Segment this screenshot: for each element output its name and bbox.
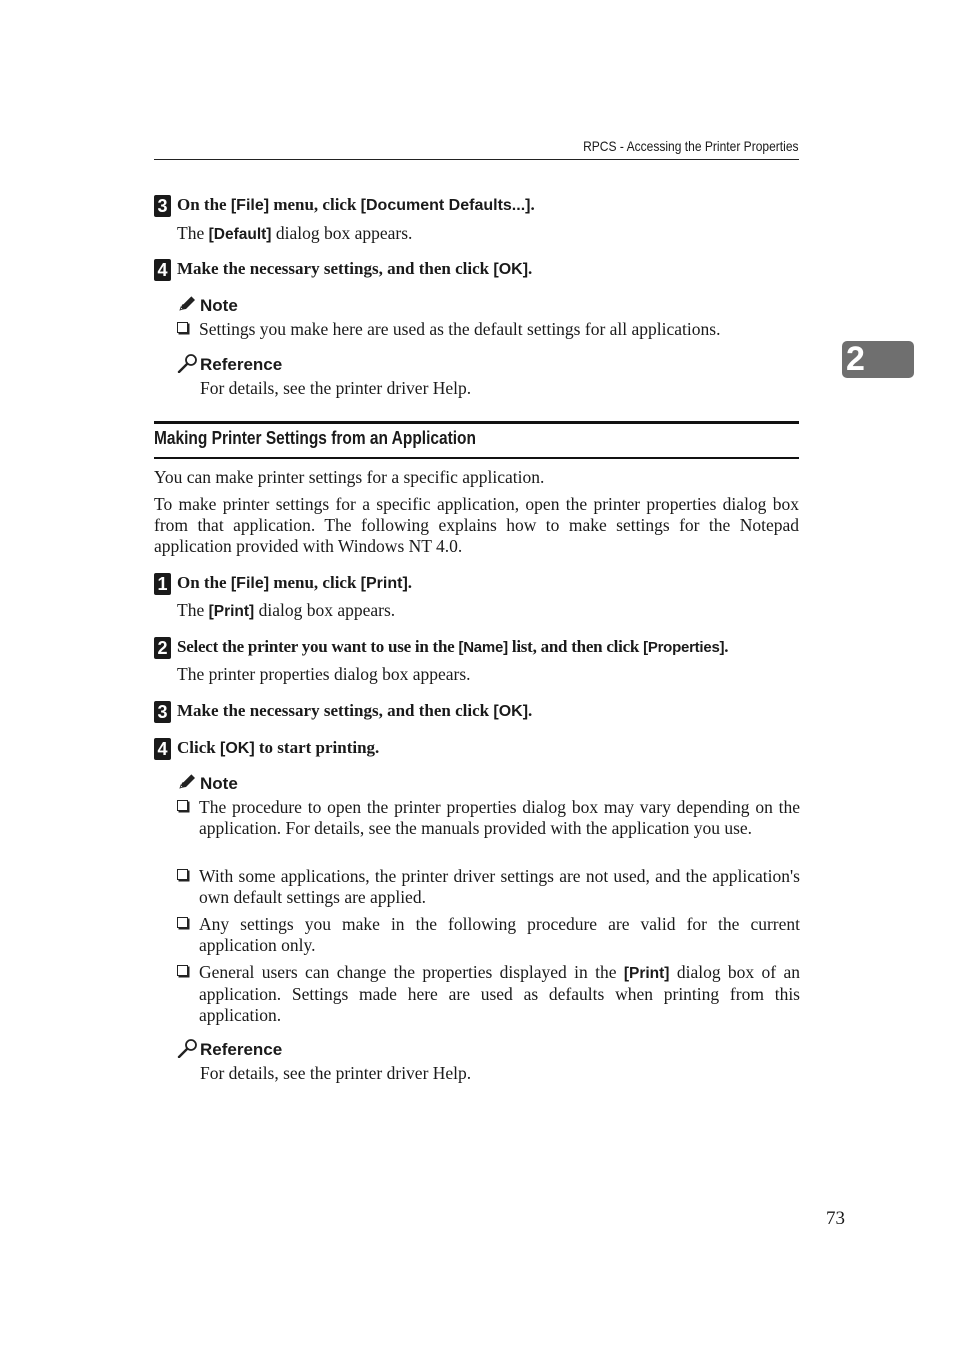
dialog-key: [Print]: [208, 603, 255, 620]
step-number: 1: [154, 573, 171, 595]
step-text-part: menu, click: [269, 573, 361, 592]
step-text-part: to start printing.: [254, 738, 380, 757]
checkbox-bullet-icon: [177, 965, 188, 976]
button-key: [OK]: [493, 261, 529, 278]
button-key: [OK]: [219, 740, 255, 757]
reference-label-text: Reference: [200, 1040, 283, 1059]
dialog-key: [Print]: [623, 965, 670, 982]
step-text-part: .: [528, 259, 533, 278]
reference-label: [200, 355, 282, 375]
step-text-part: .: [724, 637, 729, 656]
section-rule-bottom: [154, 457, 799, 459]
step-text-part: On the: [177, 573, 231, 592]
reference-text: For details, see the printer driver Help.: [200, 1063, 472, 1083]
running-header: [154, 138, 799, 154]
step-text-part: Make the necessary settings, and then click: [177, 701, 494, 720]
result-text: dialog box appears.: [271, 223, 413, 243]
step-number: 3: [154, 195, 171, 217]
running-header-text: RPCS - Accessing the Printer Properties: [583, 138, 799, 154]
note-item-text-part: General users can change the properties displayed in the: [199, 962, 624, 982]
note-label-text: Note: [200, 296, 238, 315]
list-key: [Name]: [458, 639, 508, 656]
menu-key: [File]: [230, 575, 270, 592]
menu-key: [Print]: [360, 575, 408, 592]
magnifier-icon: [177, 353, 199, 373]
step-text-part: Click: [177, 738, 220, 757]
step-text: [177, 700, 532, 723]
step-text-part: menu, click: [269, 195, 361, 214]
step-result: The printer properties dialog box appears.: [177, 664, 471, 684]
step-number: 4: [154, 738, 171, 760]
note-item-text: [199, 962, 800, 1026]
step-text-part: .: [528, 701, 533, 720]
dialog-key: [Default]: [208, 226, 272, 243]
section-title-text: Making Printer Settings from an Application: [154, 428, 476, 448]
result-text: The: [177, 600, 209, 620]
reference-label: [200, 1040, 282, 1060]
step-text-part: .: [530, 195, 535, 214]
checkbox-bullet-icon: [177, 322, 188, 333]
step-text: [177, 258, 532, 281]
menu-key: [File]: [230, 197, 270, 214]
intro-paragraph: You can make printer settings for a specific application.: [154, 467, 545, 487]
note-item-text-part: dialog box of an application. Settings made here are used as defaults when printing from this application.: [199, 962, 800, 1025]
step-result: [177, 223, 412, 245]
pencil-icon: [177, 772, 197, 792]
chapter-number: 2: [846, 340, 865, 378]
result-text: dialog box appears.: [254, 600, 396, 620]
note-item-text: Any settings you make in the following procedure are valid for the current application only.: [199, 914, 800, 955]
section-title: [154, 428, 528, 449]
result-text: The: [177, 223, 209, 243]
page-number: 73: [826, 1208, 845, 1229]
reference-label-text: Reference: [200, 355, 283, 374]
checkbox-bullet-icon: [177, 869, 188, 880]
step-text: [177, 572, 412, 595]
step-number: 3: [154, 701, 171, 723]
step-text-part: list, and then click: [507, 637, 644, 656]
step-number: 4: [154, 259, 171, 281]
note-item-text: Settings you make here are used as the default settings for all applications.: [199, 319, 721, 339]
instruction-paragraph: To make printer settings for a specific application, open the printer properties dialog box from that application. The following explains how to make settings for the Notepad application provided with Windows NT 4.0.: [154, 494, 799, 556]
note-label: [200, 296, 238, 316]
note-label-text: Note: [200, 774, 238, 793]
step-text-part: Make the necessary settings, and then click: [177, 259, 494, 278]
pencil-icon: [177, 294, 197, 314]
checkbox-bullet-icon: [177, 800, 188, 811]
step-text: [177, 636, 728, 659]
button-key: [OK]: [493, 703, 529, 720]
reference-text: For details, see the printer driver Help.: [200, 378, 472, 398]
chapter-tab: [842, 341, 914, 378]
button-key: [Properties]: [643, 639, 725, 656]
magnifier-icon: [177, 1038, 199, 1058]
step-text: [177, 194, 535, 217]
step-text-part: .: [407, 573, 413, 592]
menu-key: [Document Defaults...]: [360, 197, 531, 214]
note-label: [200, 774, 238, 794]
section-rule-top: [154, 421, 799, 424]
step-text-part: Select the printer you want to use in the: [177, 637, 459, 656]
step-number: 2: [154, 637, 171, 659]
checkbox-bullet-icon: [177, 917, 188, 928]
step-text-part: On the: [177, 195, 231, 214]
note-item-text: The procedure to open the printer properties dialog box may vary depending on the application. For details, see the manuals provided with the application you use.: [199, 797, 800, 838]
note-item-text: With some applications, the printer driver settings are not used, and the application's own default settings are applied.: [199, 866, 800, 907]
step-text: [177, 737, 379, 760]
header-rule: [154, 159, 799, 160]
step-result: [177, 600, 395, 622]
